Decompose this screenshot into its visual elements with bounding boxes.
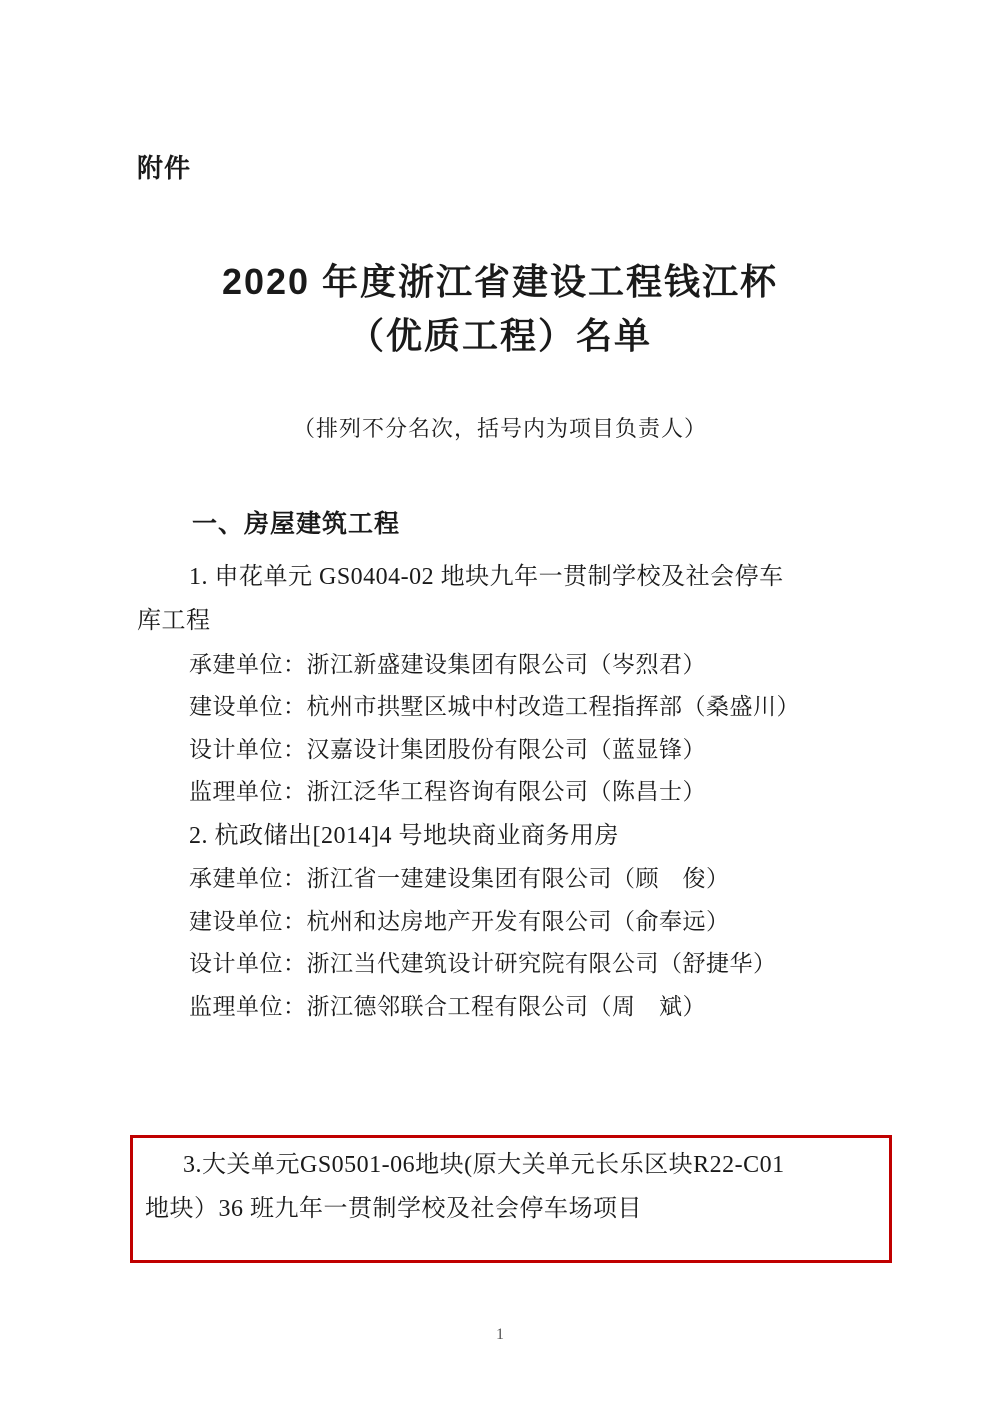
- title-line-1: 2020 年度浙江省建设工程钱江杯: [221, 261, 779, 302]
- list-item-title: 1. 申花单元 GS0404-02 地块九年一贯制学校及社会停车: [189, 564, 784, 590]
- highlighted-item-line-1: 3.大关单元GS0501-06地块(原大关单元长乐区块R22-C01: [183, 1152, 785, 1178]
- list-item-title-continued: 库工程: [137, 608, 211, 635]
- highlighted-item-line-2: 地块）36 班九年一贯制学校及社会停车场项目: [145, 1196, 642, 1223]
- list-item-detail: 监理单位：浙江德邻联合工程有限公司（周 斌）: [189, 994, 706, 1019]
- list-item-detail: 承建单位：浙江省一建建设集团有限公司（顾 俊）: [189, 866, 730, 892]
- section-heading: 一、房屋建筑工程: [192, 510, 401, 538]
- list-item-detail: 建设单位：杭州市拱墅区城中村改造工程指挥部（桑盛川）: [189, 694, 800, 720]
- page-number: 1: [496, 1326, 504, 1343]
- list-item-detail: 设计单位：汉嘉设计集团股份有限公司（蓝显锋）: [189, 736, 706, 762]
- list-item-detail: 承建单位：浙江新盛建设集团有限公司（岑烈君）: [189, 651, 706, 677]
- document-body: [137, 555, 867, 1029]
- document-title: [0, 255, 1000, 363]
- highlighted-item: [145, 1143, 885, 1232]
- list-item-title: 2. 杭政储出[2014]4 号地块商业商务用房: [189, 822, 619, 849]
- title-line-2: （优质工程）名单: [347, 315, 652, 356]
- attachment-label: 附件: [137, 153, 192, 183]
- document-subtitle: （排列不分名次，括号内为项目负责人）: [292, 416, 707, 441]
- list-item-detail: 建设单位：杭州和达房地产开发有限公司（俞奉远）: [189, 908, 730, 934]
- list-item-detail: 设计单位：浙江当代建筑设计研究院有限公司（舒捷华）: [189, 951, 777, 977]
- list-item-detail: 监理单位：浙江泛华工程咨询有限公司（陈昌士）: [189, 779, 706, 805]
